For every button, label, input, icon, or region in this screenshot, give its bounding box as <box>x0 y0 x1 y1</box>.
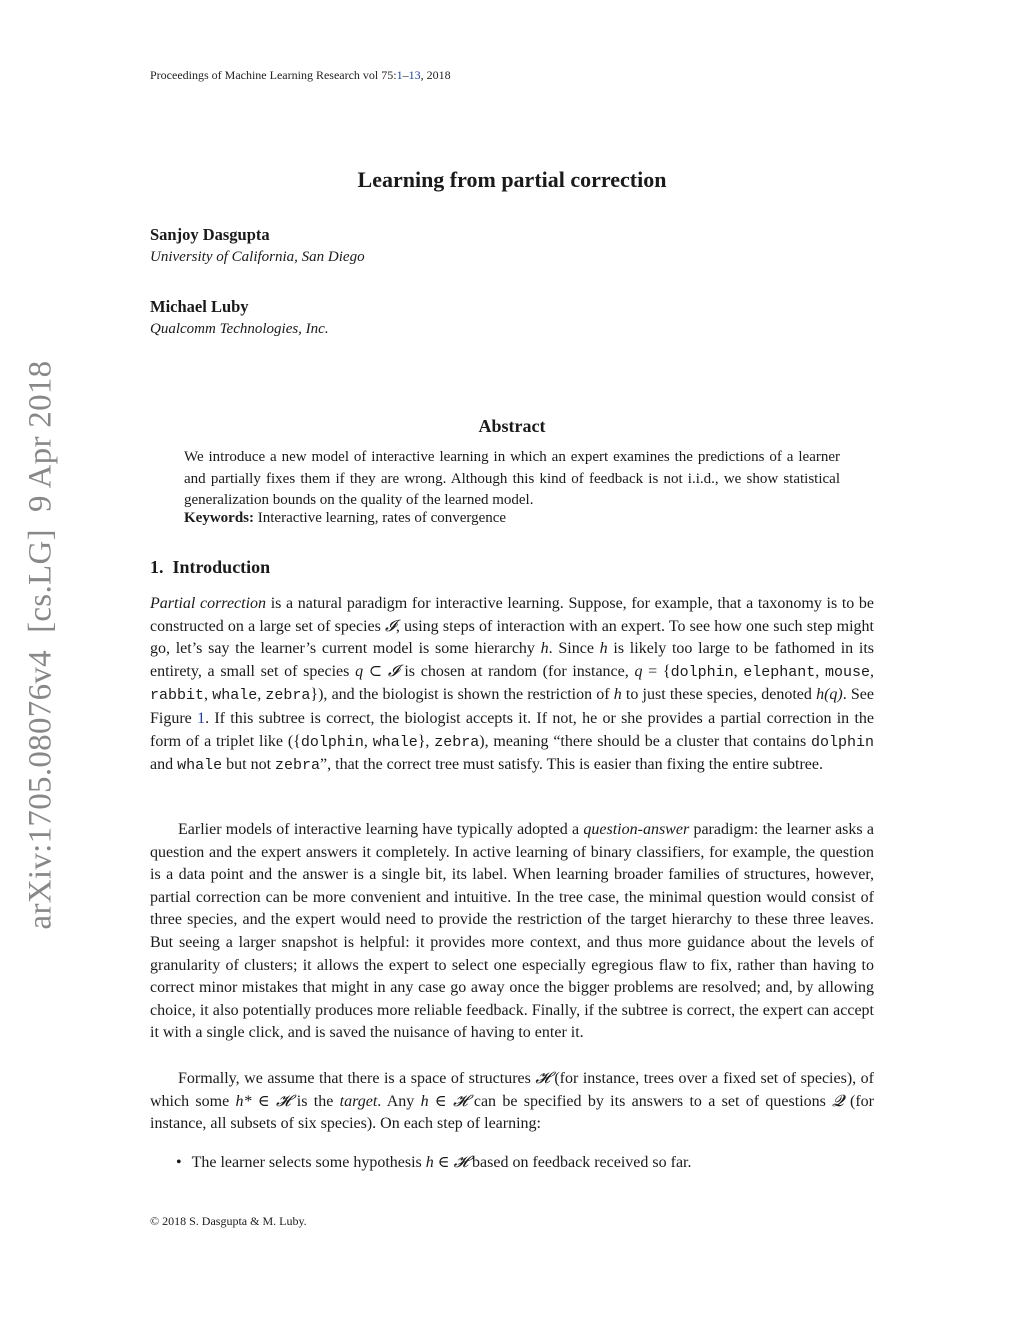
text-run: . Since <box>548 640 600 658</box>
text-run: . If this subtree is correct, the biologist accepts it. If not, he or she provides a partial correction in the form of a triplet like ({ <box>150 709 874 750</box>
author-affiliation: University of California, San Diego <box>150 249 365 265</box>
text-run: and <box>150 756 178 774</box>
arxiv-stamp-text: arXiv:1705.08076v4 [cs.LG] 9 Apr 2018 <box>22 360 59 930</box>
math-symbol: h(q) <box>816 686 843 704</box>
emphasis-text: target <box>339 1092 378 1110</box>
text-run: ”, that the correct tree must satisfy. This is easier than fixing the entire subtree. <box>320 756 823 774</box>
text-run: , <box>870 662 875 680</box>
text-run: but not <box>222 756 276 774</box>
author-affiliation: Qualcomm Technologies, Inc. <box>150 321 329 337</box>
author-block-2 <box>150 296 329 340</box>
author-name: Sanjoy Dasgupta <box>150 225 270 244</box>
math-symbol: h <box>540 640 549 658</box>
math-symbol: h ∈ 𝓗 <box>420 1092 468 1110</box>
paper-title: Learning from partial correction <box>357 167 667 192</box>
species-name: whale <box>212 687 258 705</box>
copyright-text: 2018 S. Dasgupta & M. Luby. <box>159 1214 307 1228</box>
species-name: zebra <box>275 757 321 775</box>
species-name: whale <box>177 757 223 775</box>
text-run: }), and the biologist is shown the restriction of <box>310 686 614 704</box>
text-run: . See Figure <box>150 686 875 727</box>
emphasis-text: Partial correction <box>150 595 267 612</box>
text-run: }, <box>417 732 435 750</box>
paragraph-3 <box>150 1068 874 1136</box>
text-run: paradigm: the learner asks a question and the expert answers it completely. In active learning of binary classifiers, for example, the question is a data point and the answer is a single bit, its label. When learning broader families of structures, however, partial correction can be more convenient and intuitive. In the tree case, the minimal question would consist of three species, and the expert would need to provide the restriction of the target hierarchy to these three leaves. But seeing a larger snapshot is helpful: it provides more context, and thus more guidance about the levels of granularity of clusters; it allows the expert to select one especially egregious flaw to fix, rather than having to correct minor mistakes that might in any case go away once the bigger problems are resolved; and, by allowing choice, it also potentially produces more reliable feedback. Finally, if the subtree is correct, the expert can accept it with a single click, and is saved the nuisance of having to enter it. <box>150 821 874 1042</box>
proceedings-header <box>150 68 451 83</box>
text-run: , <box>204 686 213 704</box>
section-title: Introduction <box>172 557 271 577</box>
text-run: , <box>815 662 825 680</box>
text-run: , using steps of interaction with an expert. To see how one such step might go, let’s say the learner’s current model is some hierarchy <box>150 617 875 658</box>
species-name: rabbit <box>150 687 205 705</box>
species-name: mouse <box>825 663 871 681</box>
keywords-label: Keywords: <box>184 510 254 526</box>
paragraph-1 <box>150 593 874 778</box>
author-name: Michael Luby <box>150 297 249 316</box>
text-run: ), meaning “there should be a cluster that contains <box>479 732 811 750</box>
species-name: whale <box>372 733 418 751</box>
copyright-footer <box>150 1214 307 1229</box>
section-number: 1. <box>150 557 164 577</box>
text-run: based on feedback received so far. <box>468 1154 692 1171</box>
keywords-text: Interactive learning, rates of convergence <box>257 510 507 526</box>
bullet-icon: • <box>176 1154 182 1171</box>
page-start-link[interactable]: 1 <box>396 68 403 82</box>
keywords-line <box>184 508 506 529</box>
species-name: dolphin <box>670 663 734 681</box>
text-run: Earlier models of interactive learning have typically adopted a <box>178 821 584 838</box>
page-dash: – <box>402 68 409 82</box>
text-run: to just these species, denoted <box>621 686 817 704</box>
text-run: is a natural paradigm for interactive learning. Suppose, for example, that a taxonomy is to be constructed on a large set of species <box>150 595 875 635</box>
math-symbol: h <box>599 640 608 658</box>
text-run: The learner selects some hypothesis <box>191 1154 426 1171</box>
math-symbol: h <box>613 686 622 704</box>
math-symbol: h ∈ 𝓗 <box>425 1154 469 1171</box>
section-heading <box>150 557 270 578</box>
species-name: zebra <box>434 733 480 751</box>
figure-1-link[interactable]: 1 <box>197 709 206 727</box>
text-run: (for instance, all subsets of six species). On each step of learning: <box>150 1092 875 1133</box>
abstract-body: We introduce a new model of interactive learning in which an expert examines the predictions of a learner and partially fixes them if they are wrong. Although this kind of feedback is not i.i.d., we show statistical generalization bounds on the quality of the learned model. <box>184 449 840 508</box>
math-symbol: 𝓗 <box>535 1070 550 1087</box>
text-run: can be specified by its answers to a set of questions <box>467 1092 833 1110</box>
text-run: is the <box>290 1092 340 1110</box>
species-name: elephant <box>743 663 816 681</box>
copyright-icon: © <box>150 1214 160 1228</box>
species-name: dolphin <box>811 733 875 751</box>
species-name: zebra <box>265 687 311 705</box>
math-symbol: h* ∈ 𝓗 <box>235 1092 291 1110</box>
text-run: is likely too large to be fathomed in its entirety, a small set of species <box>150 640 875 680</box>
author-block-1 <box>150 224 365 268</box>
proceedings-text: Proceedings of Machine Learning Research vol 75: <box>150 68 397 82</box>
text-run: , <box>733 662 744 680</box>
abstract-heading: Abstract <box>478 416 546 436</box>
math-symbol: q ⊂ 𝓘 <box>355 662 399 680</box>
math-symbol: q <box>634 662 643 680</box>
text-run: , <box>363 732 373 750</box>
text-run: Formally, we assume that there is a space of structures <box>178 1070 536 1087</box>
text-run: . Any <box>377 1092 421 1110</box>
paragraph-2 <box>150 819 874 1045</box>
math-symbol: 𝓘 <box>385 617 396 635</box>
math-symbol: 𝓠 <box>832 1092 844 1110</box>
text-run: , <box>257 686 266 704</box>
page-end-link[interactable]: 13 <box>408 68 421 82</box>
bullet-item <box>176 1152 692 1174</box>
species-name: dolphin <box>300 733 364 751</box>
header-year: , 2018 <box>420 68 451 82</box>
text-run: (for instance, trees over a fixed set of species), of which some <box>150 1070 874 1110</box>
emphasis-text: question-answer <box>583 821 690 838</box>
text-run: is chosen at random (for instance, <box>398 662 635 680</box>
text-run: = { <box>642 662 671 680</box>
